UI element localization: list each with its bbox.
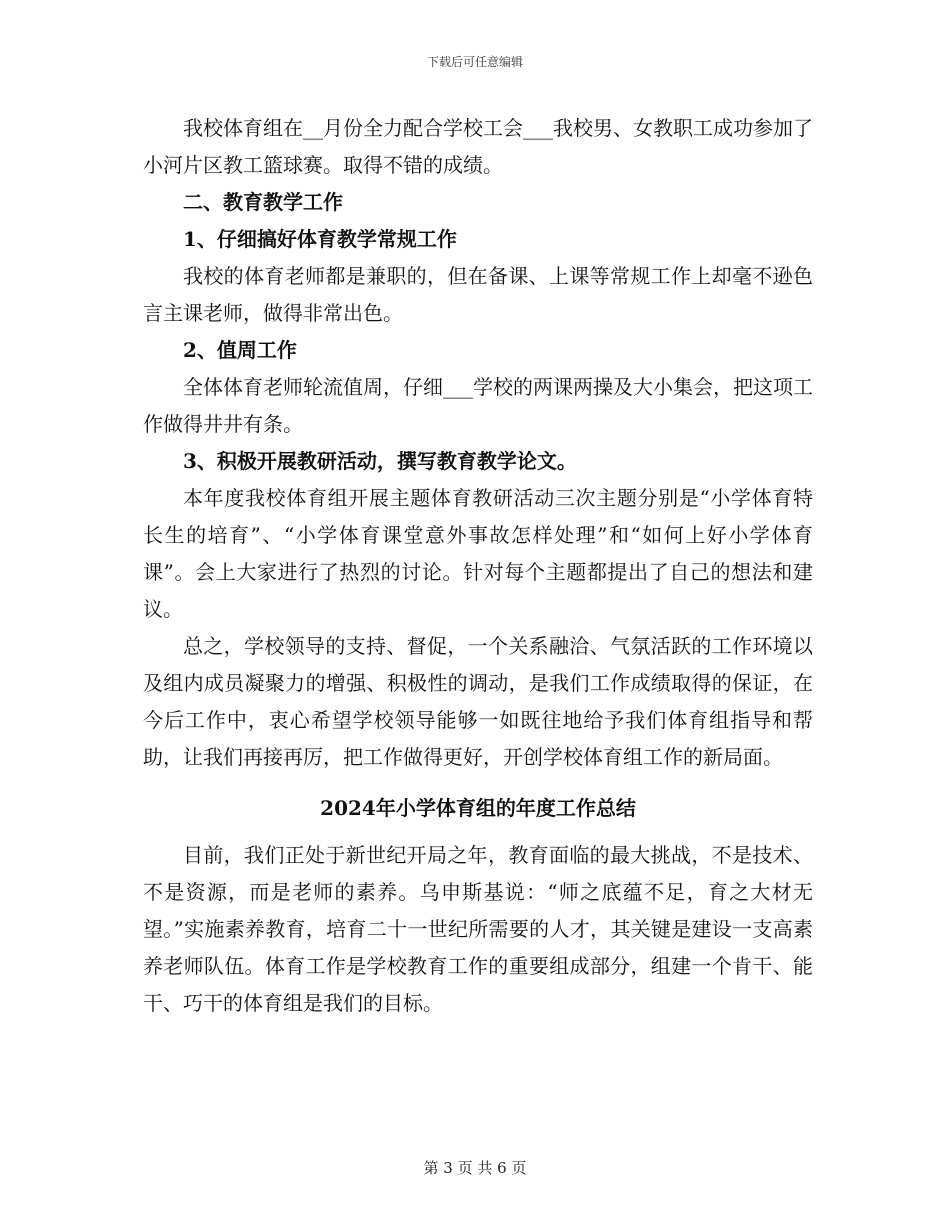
heading-teaching-routine: 1、仔细搞好体育教学常规工作 <box>183 227 457 251</box>
paragraph-research-activities: 本年度我校体育组开展主题体育教研活动三次主题分别是“小学体育特长生的培育”、“小学体育课堂意外事故怎样处理”和“如何上好小学体育课”。会上大家进行了热烈的讨论。针对每个主题都提出了自己的想法和建议。 <box>143 486 813 621</box>
heading-research-activities: 3、积极开展教研活动，撰写教育教学论文。 <box>183 449 577 473</box>
paragraph-introduction: 目前，我们正处于新世纪开局之年，教育面临的最大挑战，不是技术、不是资源，而是老师的素养。乌申斯基说：“师之底蕴不足，育之大材无望。”实施素养教育，培育二十一世纪所需要的人才，其关键是建设一支高素养老师队伍。体育工作是学校教育工作的重要组成部分，组建一个肯干、能干、巧干的体育组是我们的目标。 <box>143 843 813 1015</box>
heading-weekly-duty: 2、值周工作 <box>183 338 297 362</box>
section-title: 2024年小学体育组的年度工作总结 <box>320 796 636 820</box>
header-note: 下载后可任意编辑 <box>426 55 523 69</box>
document-body <box>143 110 813 1022</box>
paragraph-weekly-duty: 全体体育老师轮流值周，仔细___学校的两课两操及大小集会，把这项工作做得井井有条。 <box>143 375 813 436</box>
heading-education-teaching: 二、教育教学工作 <box>183 190 343 214</box>
page-number: 第 3 页 共 6 页 <box>423 1159 527 1177</box>
paragraph-teaching-routine: 我校的体育老师都是兼职的，但在备课、上课等常规工作上却毫不逊色言主课老师，做得非常出色。 <box>143 264 813 325</box>
paragraph-basketball: 我校体育组在__月份全力配合学校工会___我校男、女教职工成功参加了小河片区教工篮球赛。取得不错的成绩。 <box>143 116 813 177</box>
paragraph-conclusion: 总之，学校领导的支持、督促，一个关系融洽、气氛活跃的工作环境以及组内成员凝聚力的增强、积极性的调动，是我们工作成绩取得的保证，在今后工作中，衷心希望学校领导能够一如既往地给予我们体育组指导和帮助，让我们再接再厉，把工作做得更好，开创学校体育组工作的新局面。 <box>143 634 813 769</box>
